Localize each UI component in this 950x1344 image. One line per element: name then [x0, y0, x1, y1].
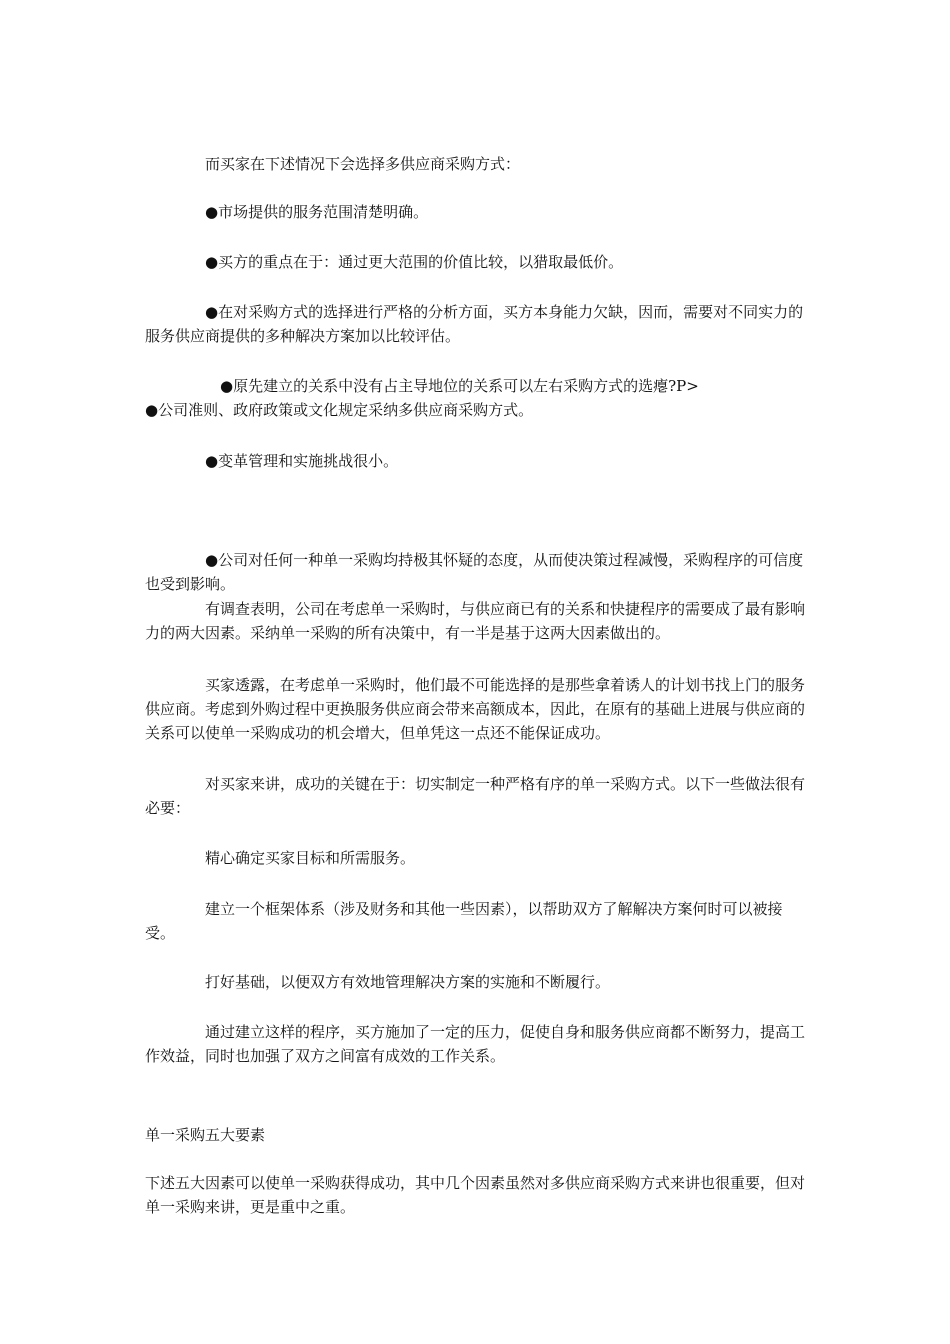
bullet-5: ●公司准则、政府政策或文化规定采纳多供应商采购方式。: [145, 401, 534, 419]
bullet-3: ●在对采购方式的选择进行严格的分析方面，买方本身能力欠缺，因而，需要对不同实力的服务供应商提供的多种解决方案加以比较评估。: [145, 303, 804, 345]
bullet-4: ●原先建立的关系中没有占主导地位的关系可以左右采购方式的选瘪?P>: [220, 377, 699, 395]
paragraph-survey: 有调查表明，公司在考虑单一采购时，与供应商已有的关系和快捷程序的需要成了最有影响力的两大因素。采纳单一采购的所有决策中，有一半是基于这两大因素做出的。: [145, 600, 806, 642]
section-heading: 单一采购五大要素: [145, 1126, 266, 1144]
paragraph-step-3: 打好基础，以便双方有效地管理解决方案的实施和不断履行。: [205, 973, 611, 991]
paragraph-conclusion: 通过建立这样的程序，买方施加了一定的压力，促使自身和服务供应商都不断努力，提高工作效益，同时也加强了双方之间富有成效的工作关系。: [145, 1023, 806, 1065]
paragraph-five-factors: 下述五大因素可以使单一采购获得成功，其中几个因素虽然对多供应商采购方式来讲也很重要，但对单一采购来讲，更是重中之重。: [145, 1174, 806, 1216]
bullet-1: ●市场提供的服务范围清楚明确。: [205, 203, 429, 221]
paragraph-key-success: 对买家来讲，成功的关键在于：切实制定一种严格有序的单一采购方式。以下一些做法很有必要：: [145, 775, 806, 817]
paragraph-step-2: 建立一个框架体系（涉及财务和其他一些因素），以帮助双方了解解决方案何时可以被接受。: [145, 900, 783, 942]
paragraph-buyers: 买家透露，在考虑单一采购时，他们最不可能选择的是那些拿着诱人的计划书找上门的服务供应商。考虑到外购过程中更换服务供应商会带来高额成本，因此，在原有的基础上进展与供应商的关系可以使单一采购成功的机会增大，但单凭这一点还不能保证成功。: [145, 676, 806, 742]
bullet-7: ●公司对任何一种单一采购均持极其怀疑的态度，从而使决策过程减慢，采购程序的可信度也受到影响。: [145, 551, 804, 593]
bullet-2: ●买方的重点在于：通过更大范围的价值比较，以猎取最低价。: [205, 253, 624, 271]
bullet-6: ●变革管理和实施挑战很小。: [205, 452, 399, 470]
paragraph-1: 而买家在下述情况下会选择多供应商采购方式：: [205, 155, 521, 173]
paragraph-step-1: 精心确定买家目标和所需服务。: [205, 849, 416, 867]
